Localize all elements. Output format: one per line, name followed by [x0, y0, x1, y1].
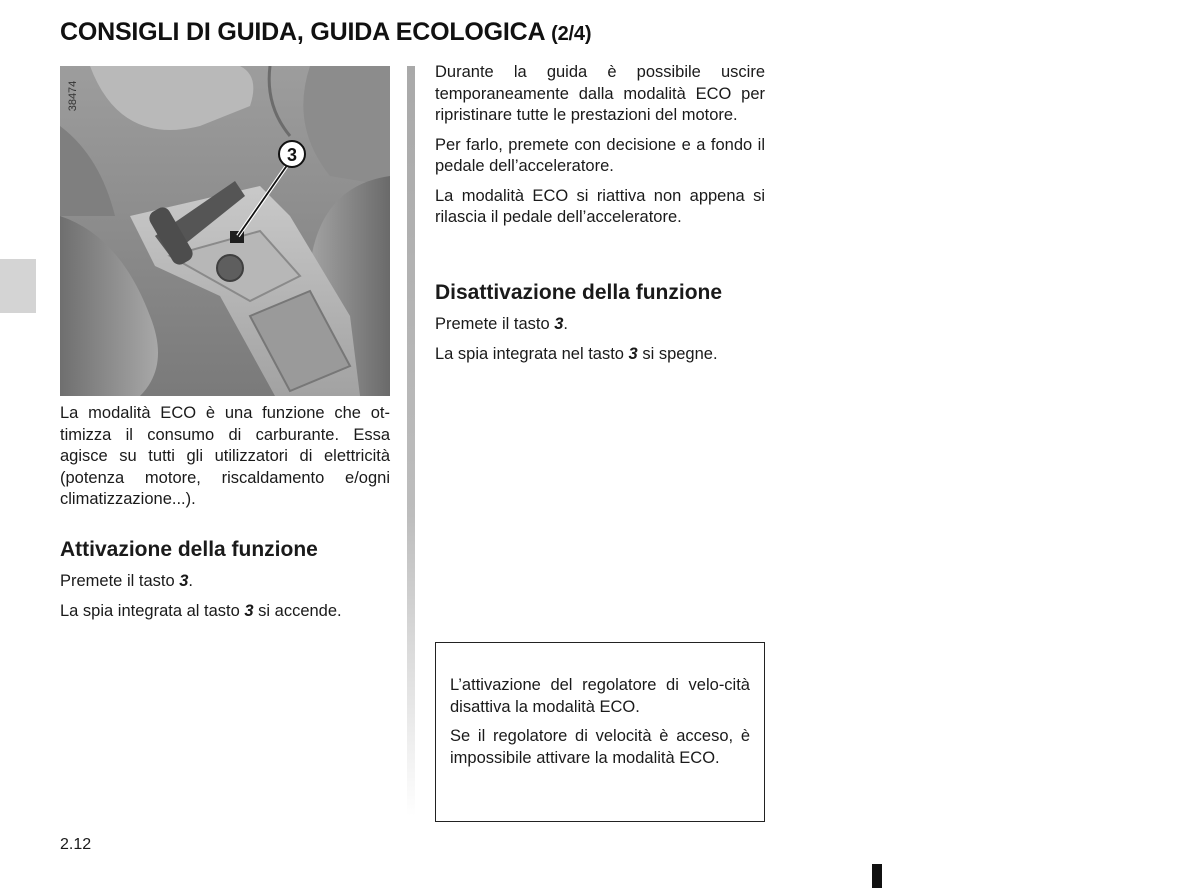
activation-step-2-text: La spia integrata al tasto: [60, 601, 245, 620]
page-indicator: (2/4): [551, 23, 592, 45]
key-reference: 3: [628, 344, 638, 363]
key-reference: 3: [179, 572, 189, 590]
eco-intro-paragraph: La modalità ECO è una funzione che ot-timizza il consumo di carburante. Essa agisce su tutti gli utilizzatori di elettricità (potenza motore, riscaldamento e/ogni climatizzazione...).: [60, 404, 390, 508]
activation-step-1-text: Premete il tasto: [60, 572, 180, 590]
deactivation-step-2: [435, 344, 775, 366]
key-reference: 3: [244, 601, 254, 620]
eco-intro: [60, 403, 390, 519]
chapter-tab: [0, 259, 36, 313]
override-paragraph-2: Per farlo, premete con decisione e a fondo il pedale dell’acceleratore.: [435, 135, 765, 175]
deactivation-heading: Disattivazione della funzione: [435, 281, 723, 304]
note-paragraph-1: L’attivazione del regolatore di velo-cità disattiva la modalità ECO.: [450, 676, 750, 716]
edge-marker: [872, 864, 882, 888]
deactivation-step-1-end: .: [563, 315, 568, 333]
figure-id-label: [62, 72, 84, 122]
key-reference: 3: [554, 315, 564, 333]
page-number: 2.12: [60, 836, 92, 853]
note-paragraph-2: Se il regolatore di velocità è acceso, è impossibile attivare la modalità ECO.: [450, 727, 750, 767]
eco-button-illustration: [60, 66, 390, 396]
activation-step-1: [60, 571, 400, 593]
override-paragraph-3: La modalità ECO si riattiva non appena si rilascia il pedale dell’acceleratore.: [435, 186, 765, 226]
figure-id-text: 38474: [67, 80, 79, 112]
console-drawing: [60, 66, 390, 396]
callout-number: 3: [286, 145, 298, 165]
deactivation-step-2-text: La spia integrata nel tasto: [435, 344, 629, 363]
deactivation-step-1-text: Premete il tasto: [435, 315, 555, 333]
column-divider: [407, 66, 415, 816]
deactivation-step-1: [435, 314, 775, 336]
activation-step-2-end: si accende.: [253, 601, 342, 620]
page-title: [60, 18, 591, 47]
page-title-text: CONSIGLI DI GUIDA, GUIDA ECOLOGICA: [60, 18, 545, 46]
deactivation-step-2-end: si spegne.: [637, 344, 718, 363]
deactivation-body: [435, 314, 775, 373]
override-paragraph-1: Durante la guida è possibile uscire temporaneamente dalla modalità ECO per ripristinare tutte le prestazioni del motore.: [435, 63, 765, 124]
activation-body: [60, 571, 400, 630]
activation-heading: Attivazione della funzione: [60, 538, 318, 561]
override-text: [435, 62, 765, 237]
activation-step-2: [60, 601, 400, 623]
note-box: [435, 642, 765, 822]
activation-step-1-end: .: [188, 572, 193, 590]
